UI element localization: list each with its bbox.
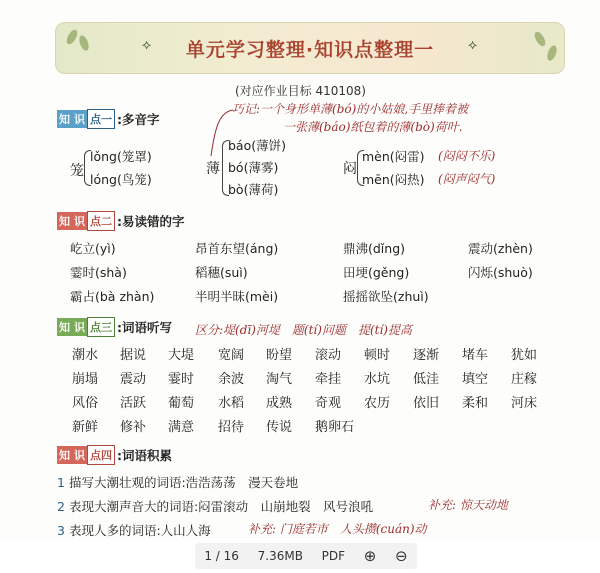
tag-shi: 识 — [72, 318, 87, 336]
accumulation-item-1 — [57, 473, 298, 491]
tag-num: 三 — [101, 321, 112, 334]
item-number: 2 — [57, 499, 65, 514]
section-title: :多音字 — [117, 112, 160, 127]
dictation-word: 顿时 — [364, 348, 391, 363]
tag-dian-text: 点 — [90, 449, 101, 462]
dictation-word: 柔和 — [462, 396, 489, 411]
dictation-word: 奇观 — [315, 396, 342, 411]
tag-shi: 识 — [72, 212, 87, 230]
reference-line: (对应作业目标 410108) — [235, 84, 366, 98]
dictation-word: 霎时 — [168, 372, 195, 387]
tag-dian — [87, 211, 115, 231]
dictation-word: 宽阔 — [218, 348, 245, 363]
item-text: 表现大潮声音大的词语:闷雷滚动 山崩地裂 风号浪吼 — [68, 499, 374, 514]
misread-item: 闪烁(shuò) — [468, 265, 533, 280]
misread-item: 鼎沸(dǐng) — [343, 241, 406, 256]
poly-bao-r1: báo(薄饼) — [228, 138, 286, 153]
poly-long-r1: lǒng(笼罩) — [90, 149, 152, 164]
section-title: :易读错的字 — [117, 214, 185, 229]
swallow-icon: ⟡ — [468, 37, 478, 53]
item-text: 表现人多的词语:人山人海 — [68, 523, 211, 538]
poly-long-r2: lóng(鸟笼) — [90, 172, 152, 187]
misread-item: 屹立(yì) — [70, 241, 116, 256]
misread-item: 摇摇欲坠(zhuì) — [343, 289, 429, 304]
tag-zhi: 知 — [57, 446, 72, 464]
dictation-word: 大堤 — [168, 348, 195, 363]
dictation-word: 盼望 — [266, 348, 293, 363]
poly-char-bao: 薄 — [206, 161, 220, 177]
accumulation-item-3 — [57, 521, 211, 539]
section-title: :词语积累 — [117, 448, 172, 463]
dictation-word: 葡萄 — [168, 396, 195, 411]
dictation-word: 新鲜 — [72, 420, 99, 435]
dictation-word: 招待 — [218, 420, 245, 435]
swallow-icon: ⟡ — [142, 37, 152, 53]
page-title: 单元学习整理·知识点整理一 — [185, 39, 435, 61]
supplement-note-1: 补充: 惊天动地 — [428, 498, 508, 512]
file-size: 7.36MB — [257, 549, 303, 563]
misread-item: 半明半昧(mèi) — [195, 289, 279, 304]
item-number: 3 — [57, 523, 65, 538]
zoom-out-icon[interactable]: ⊖ — [395, 547, 408, 565]
dictation-word: 传说 — [266, 420, 293, 435]
dictation-word: 据说 — [120, 348, 147, 363]
tag-dian-text: 点 — [90, 321, 101, 334]
accumulation-item-2 — [57, 497, 373, 515]
misread-item: 昂首东望(áng) — [195, 241, 279, 256]
tag-dian — [87, 445, 115, 465]
dictation-word: 崩塌 — [72, 372, 99, 387]
dictation-word: 农历 — [364, 396, 391, 411]
tag-num: 四 — [101, 449, 112, 462]
misread-item: 霸占(bà zhàn) — [70, 289, 155, 304]
poly-men-r2: mēn(闷热) — [362, 172, 425, 187]
item-text: 描写大潮壮观的词语:浩浩荡荡 漫天卷地 — [68, 475, 299, 490]
tag-zhi: 知 — [57, 110, 72, 128]
poly-men-note2: (闷声闷气) — [438, 172, 496, 186]
tag-num: 一 — [101, 113, 112, 126]
tag-zhi: 知 — [57, 212, 72, 230]
dictation-word: 余波 — [218, 372, 245, 387]
dictation-word: 修补 — [120, 420, 147, 435]
tag-dian — [87, 317, 115, 337]
dictation-word: 活跃 — [120, 396, 147, 411]
section-heading-1 — [57, 110, 160, 128]
tag-dian-text: 点 — [90, 113, 101, 126]
page-indicator[interactable]: 1 / 16 — [204, 549, 239, 563]
item-number: 1 — [57, 475, 65, 490]
section-heading-4 — [57, 446, 172, 464]
memory-tip-line1: 巧记:一个身形单薄(bó)的小姑娘,手里捧着被 — [232, 102, 469, 116]
poly-bao-r3: bò(薄荷) — [228, 182, 279, 197]
dictation-word: 潮水 — [72, 348, 99, 363]
dictation-word: 填空 — [462, 372, 489, 387]
dictation-word: 堵车 — [462, 348, 489, 363]
tag-shi: 识 — [72, 446, 87, 464]
poly-men-note1: (闷闷不乐) — [438, 149, 496, 163]
distinguish-note: 区分:堤(dī)河堤 题(tí)问题 提(tí)提高 — [195, 323, 412, 337]
misread-item: 震动(zhèn) — [468, 241, 533, 256]
section-heading-2 — [57, 212, 185, 230]
dictation-word: 满意 — [168, 420, 195, 435]
misread-item: 霎时(shà) — [70, 265, 127, 280]
tag-num: 二 — [101, 215, 112, 228]
pdf-toolbar — [195, 543, 417, 569]
poly-bao-r2: bó(薄雾) — [228, 160, 279, 175]
file-type: PDF — [321, 549, 346, 563]
section-title: :词语听写 — [117, 320, 172, 335]
supplement-note-2: 补充: 门庭若市 人头攒(cuán)动 — [248, 522, 427, 536]
dictation-word: 庄稼 — [511, 372, 538, 387]
dictation-word: 风俗 — [72, 396, 99, 411]
dictation-word: 河床 — [511, 396, 538, 411]
dictation-word: 牵挂 — [315, 372, 342, 387]
poly-char-men: 闷 — [343, 161, 357, 177]
memory-tip-line2: 一张薄(báo)纸包着的薄(bò)荷叶. — [283, 120, 463, 134]
dictation-word: 犹如 — [511, 348, 538, 363]
dictation-word: 滚动 — [315, 348, 342, 363]
dictation-word: 成熟 — [266, 396, 293, 411]
tag-zhi: 知 — [57, 318, 72, 336]
dictation-word: 低洼 — [413, 372, 440, 387]
tag-dian-text: 点 — [90, 215, 101, 228]
dictation-word: 鹅卵石 — [315, 420, 355, 435]
dictation-word: 淘气 — [266, 372, 293, 387]
misread-item: 稻穗(suì) — [195, 265, 248, 280]
poly-char-long: 笼 — [70, 163, 84, 179]
dictation-word: 依旧 — [413, 396, 440, 411]
dictation-word: 逐渐 — [413, 348, 440, 363]
misread-item: 田埂(gěng) — [343, 265, 410, 280]
dictation-word: 震动 — [120, 372, 147, 387]
title-banner — [55, 22, 565, 74]
zoom-in-icon[interactable]: ⊕ — [363, 547, 377, 565]
dictation-word: 水坑 — [364, 372, 391, 387]
section-heading-3 — [57, 318, 172, 336]
poly-men-r1: mèn(闷雷) — [362, 149, 425, 164]
tag-dian — [87, 109, 115, 129]
dictation-word: 水稻 — [218, 396, 245, 411]
tag-shi: 识 — [72, 110, 87, 128]
